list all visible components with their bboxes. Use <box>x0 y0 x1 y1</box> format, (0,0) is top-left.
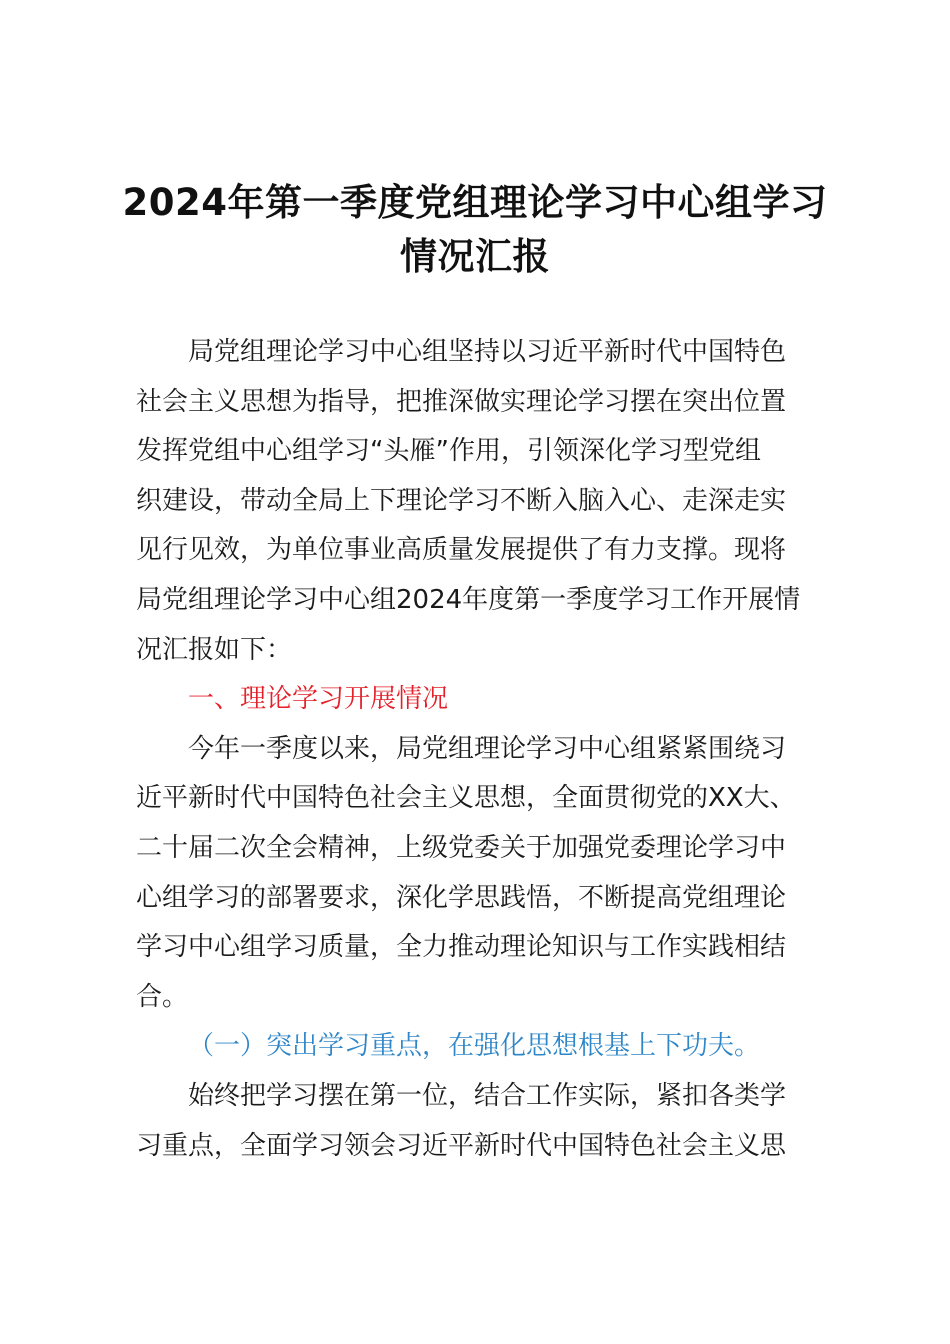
intro-line: 局党组理论学习中心组坚持以习近平新时代中国特色 <box>188 337 787 367</box>
document-title <box>120 176 830 284</box>
section-line: 心组学习的部署要求，深化学思践悟，不断提高党组理论 <box>136 882 787 913</box>
section-line: 学习中心组学习质量，全力推动理论知识与工作实践相结 <box>136 932 787 963</box>
intro-line: 见行见效，为单位事业高质量发展提供了有力支撑。现将 <box>136 535 787 566</box>
section-line: 今年一季度以来，局党组理论学习中心组紧紧围绕习 <box>188 733 787 764</box>
intro-line: 社会主义思想为指导，把推深做实理论学习摆在突出位置 <box>136 386 787 417</box>
subsection-heading: （一）突出学习重点，在强化思想根基上下功夫。 <box>188 1031 761 1062</box>
section-line: 合。 <box>136 981 189 1012</box>
section-line: 二十届二次全会精神，上级党委关于加强党委理论学习中 <box>136 832 787 863</box>
subsection-line: 习重点，全面学习领会习近平新时代中国特色社会主义思 <box>136 1130 787 1161</box>
title-line-1: 2024年第一季度党组理论学习中心组学习 <box>122 181 828 224</box>
document-body <box>136 328 836 1171</box>
intro-line: 发挥党组中心组学习“头雁”作用，引领深化学习型党组 <box>136 436 761 467</box>
intro-line: 局党组理论学习中心组2024年度第一季度学习工作开展情 <box>136 584 801 615</box>
subsection-line: 始终把学习摆在第一位，结合工作实际，紧扣各类学 <box>188 1080 787 1111</box>
title-line-2: 情况汇报 <box>400 235 550 278</box>
section-heading: 一、理论学习开展情况 <box>188 684 449 715</box>
intro-line: 织建设，带动全局上下理论学习不断入脑入心、走深走实 <box>136 485 787 516</box>
section-line: 近平新时代中国特色社会主义思想，全面贯彻党的XX大、 <box>136 783 796 814</box>
intro-line: 况汇报如下： <box>136 634 293 665</box>
